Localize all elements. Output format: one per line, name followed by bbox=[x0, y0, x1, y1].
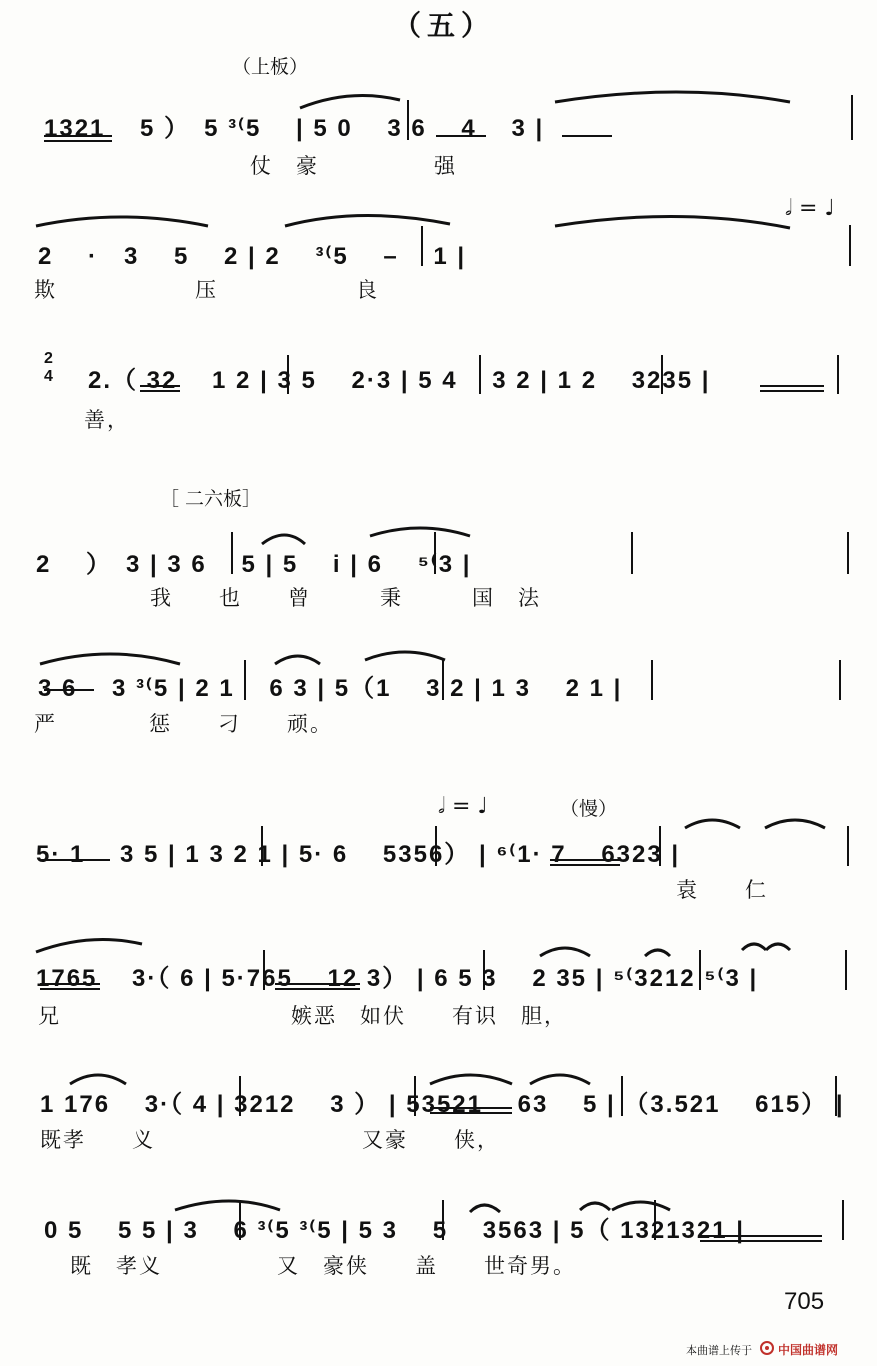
tempo-mark-1: 𝅗𝅥 = ♩ bbox=[785, 196, 835, 221]
footer-text: 本曲谱上传于 bbox=[686, 1344, 752, 1357]
section-label-erliuban: ［ 二六板］ bbox=[160, 488, 262, 510]
footer-site-logo: 中国曲谱网 bbox=[778, 1343, 839, 1357]
section-label-shangban: （上板） bbox=[232, 56, 309, 78]
notation-row-7: 1765 3·（ 6 | 5·765 12 3） | 6 5 3 2 35 | ⁵⁽3212 ⁵⁽3 | bbox=[36, 965, 759, 992]
lyric-row-4: 我 也 曾 秉 国 法 bbox=[150, 586, 541, 610]
page-number: 705 bbox=[784, 1288, 825, 1315]
notation-row-2: 2 · 3 5 2 | 2 ³⁽5 – 1 | bbox=[38, 243, 467, 270]
lyric-row-5: 严 惩 刁 顽。 bbox=[34, 712, 333, 736]
lyric-row-1: 仗 豪 强 bbox=[250, 154, 457, 178]
lyric-row-6: 袁 仁 bbox=[676, 878, 768, 902]
page-title: （五） bbox=[393, 9, 496, 42]
tempo-mark-2: 𝅗𝅥 = ♩ bbox=[438, 794, 488, 819]
notation-row-3: 2.（ 32 1 2 | 3 5 2·3 | 5 4 3 2 | 1 2 3235 | bbox=[88, 367, 711, 394]
section-label-man: （慢） bbox=[560, 798, 618, 820]
notation-row-5: 3 6 3 ³⁽5 | 2 1 6 3 | 5（1 3 2 | 1 3 2 1 | bbox=[38, 675, 623, 702]
lyric-row-3: 善， bbox=[84, 408, 130, 432]
notation-row-8: 1 176 3·（ 4 | 3212 3 ） | 53521 63 5 | （3.521 615） | bbox=[40, 1091, 845, 1118]
notation-row-6: 5· 1 3 5 | 1 3 2 1 | 5· 6 5356） | ⁶⁽1· 7 6323 | bbox=[36, 841, 681, 868]
time-signature-top: 2 bbox=[44, 350, 55, 367]
notation-row-1: 1321 5 ） 5 ³⁽5 | 5 0 3 6 4 3 | bbox=[44, 115, 545, 142]
notation-row-4: 2 ） 3 | 3 6 5 | 5 i | 6 ⁵⁽3 | bbox=[36, 551, 472, 578]
lyric-row-2: 欺 压 良 bbox=[34, 278, 379, 302]
lyric-row-8: 既孝 义 又豪 侠， bbox=[40, 1128, 500, 1152]
lyric-row-7: 兄 嫉恶 如伏 有识 胆， bbox=[38, 1004, 567, 1028]
lyric-row-9: 既 孝义 又 豪侠 盖 世奇男。 bbox=[70, 1254, 576, 1278]
notation-row-9: 0 5 5 5 | 3 6 ³⁽5 ³⁽5 | 5 3 5 3563 | 5（ 1321321 | bbox=[44, 1217, 745, 1244]
time-signature-bottom: 4 bbox=[44, 368, 55, 385]
